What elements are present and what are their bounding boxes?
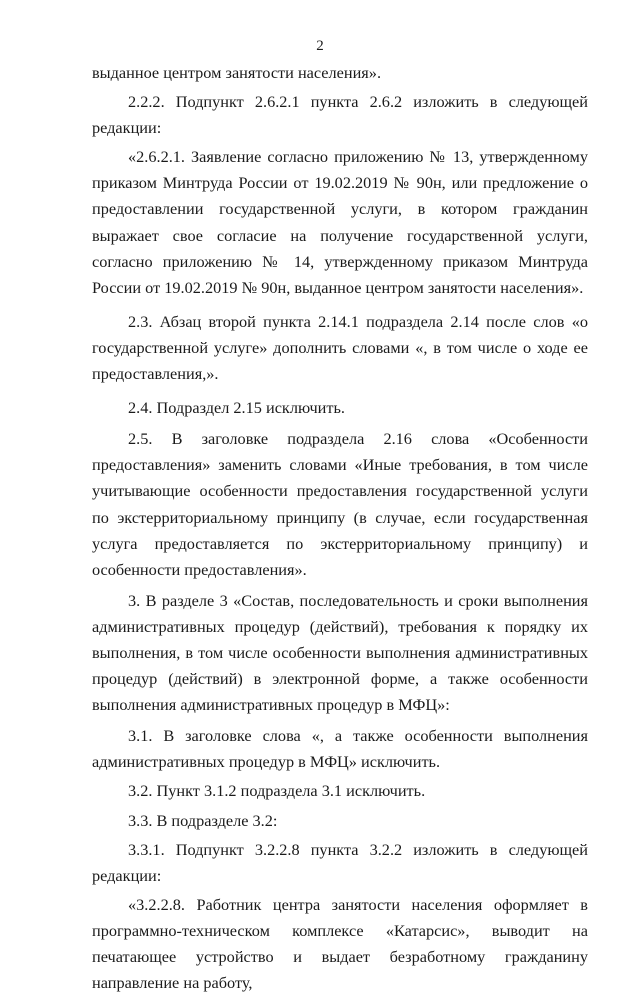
- paragraph-3-2: 3.2. Пункт 3.1.2 подраздела 3.1 исключить.: [128, 781, 426, 801]
- paragraph-continuation: выданное центром занятости населения».: [92, 63, 382, 82]
- paragraph-3-2-2-8-quote: «3.2.2.8. Работник центра занятости населения оформляет в программно-техническом комплексе «Катарсис», выводит на печатающее устройство и выдает безработному гражданину направление на работу,: [92, 894, 588, 993]
- paragraph-2-4: 2.4. Подраздел 2.15 исключить.: [128, 398, 346, 418]
- paragraph-3-3-1: 3.3.1. Подпункт 3.2.2.8 пункта 3.2.2 изложить в следующей редакции:: [92, 839, 588, 885]
- paragraph-2-2-2: 2.2.2. Подпункт 2.6.2.1 пункта 2.6.2 изложить в следующей редакции:: [92, 92, 588, 138]
- paragraph-2-5: 2.5. В заголовке подраздела 2.16 слова «Особенности предоставления» заменить словами «Иные требования, в том числе учитывающие особенности предоставления государственной услуги по экстерриториальному принципу (в случае, если государственная услуга предоставляется по экстерриториальному принципу) и особенности предоставления».: [92, 429, 588, 579]
- paragraph-3-3: 3.3. В подразделе 3.2:: [128, 810, 278, 830]
- page-number: 2: [316, 38, 324, 54]
- paragraph-3: 3. В разделе 3 «Состав, последовательность и сроки выполнения административных процедур (действий), требования к порядку их выполнения, в том числе особенности выполнения административных процедур (действий) в электронной форме, а также особенности выполнения административных процедур в МФЦ»:: [92, 590, 588, 715]
- paragraph-3-1: 3.1. В заголовке слова «, а также особенности выполнения административных процедур в МФЦ» исключить.: [92, 726, 588, 772]
- paragraph-2-3: 2.3. Абзац второй пункта 2.14.1 подраздела 2.14 после слов «о государственной услуге» дополнить словами «, в том числе о ходе ее предоставления,».: [92, 311, 588, 384]
- document-body: [92, 60, 588, 996]
- paragraph-2-6-2-1-quote: «2.6.2.1. Заявление согласно приложению № 13, утвержденному приказом Минтруда России от 19.02.2019 № 90н, или предложение о предоставлении государственной услуги, в котором гражданин выражает свое согласие на получение государственной услуги, согласно приложению № 14, утвержденному приказом Минтруда России от 19.02.2019 № 90н, выданное центром занятости населения».: [92, 147, 588, 297]
